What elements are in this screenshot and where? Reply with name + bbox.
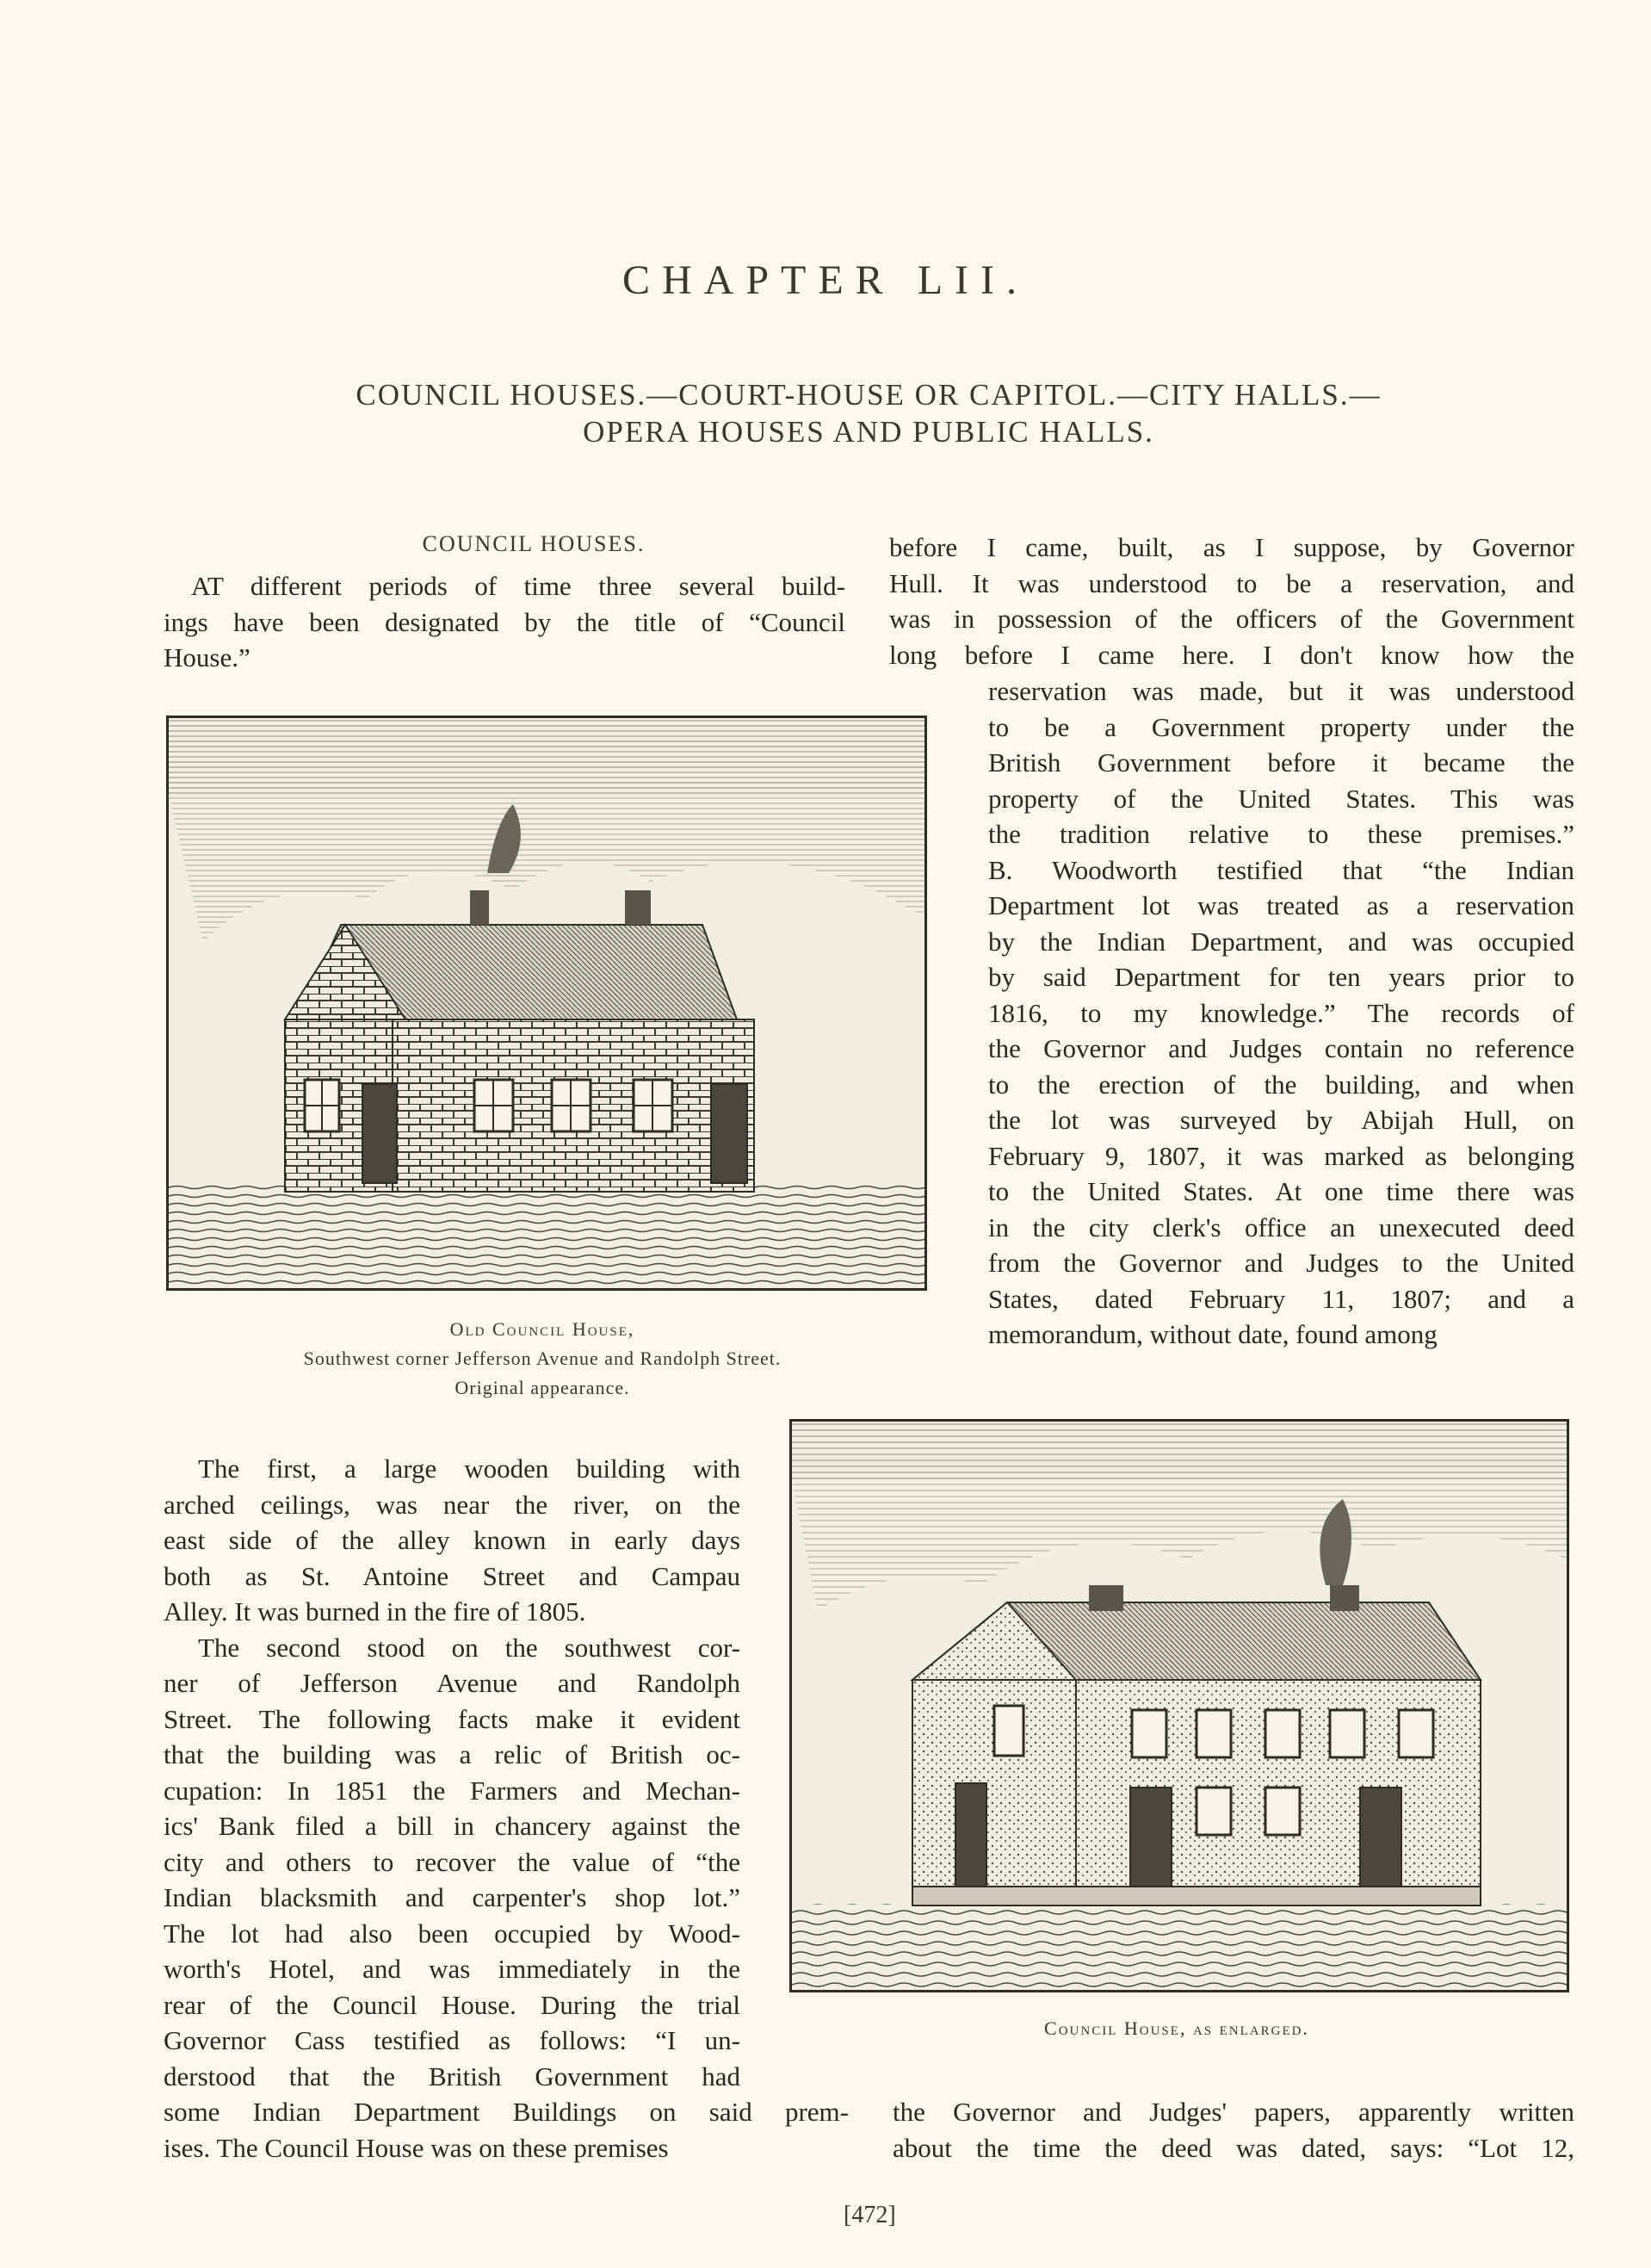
wrap-line: British Government before it became the: [988, 747, 1574, 778]
wrap-line: B. Woodworth testified that “the Indian: [988, 854, 1574, 885]
right-line: long before I came here. I don't know how the: [889, 639, 1574, 670]
left-line: The second stood on the southwest cor-: [198, 1632, 740, 1663]
bottom-left-text: [164, 2094, 849, 2166]
left-line: The lot had also been occupied by Wood-: [164, 1918, 740, 1949]
left-line: arched ceilings, was near the river, on the: [164, 1489, 740, 1520]
wrap-line: to be a Government property under the: [988, 711, 1574, 742]
left-line: rear of the Council House. During the trial: [164, 1989, 740, 2020]
right-column-top: [889, 530, 1574, 672]
chapter-title: CHAPTER LII.: [622, 257, 1029, 303]
left-line: derstood that the British Government had: [164, 2060, 740, 2091]
wrap-line: to the United States. At one time there was: [988, 1176, 1574, 1206]
left-line: east side of the alley known in early days: [164, 1525, 740, 1555]
figure1-caption-title: Old Council House,: [449, 1318, 635, 1340]
wrap-line: reservation was made, but it was understood: [988, 676, 1574, 706]
wrap-line: memorandum, without date, found among: [988, 1319, 1438, 1349]
section-heading: COUNCIL HOUSES.: [422, 531, 646, 556]
figure1-caption-location: Southwest corner Jefferson Avenue and Randolph Street.: [303, 1348, 782, 1369]
figure1-caption: [164, 1315, 921, 1403]
bottom-right-line: the Governor and Judges' papers, apparently written: [893, 2097, 1574, 2127]
left-line: ner of Jefferson Avenue and Randolph: [164, 1668, 740, 1698]
wrap-line: from the Governor and Judges to the United: [988, 1248, 1574, 1278]
bottom-left-line: ises. The Council House was on these premises: [164, 2132, 669, 2163]
intro-line: AT different periods of time three several build-: [191, 571, 845, 601]
wrap-line: in the city clerk's office an unexecuted deed: [988, 1211, 1574, 1242]
wrap-line: the tradition relative to these premises.”: [988, 819, 1574, 849]
right-line: before I came, built, as I suppose, by Governor: [889, 532, 1574, 562]
wrap-line: by the Indian Department, and was occupied: [988, 926, 1574, 957]
intro-line: ings have been designated by the title of “Council: [164, 606, 845, 637]
subtitle-line-1: COUNCIL HOUSES.—COURT-HOUSE OR CAPITOL.—CITY HALLS.—: [356, 378, 1382, 412]
page-number: [472]: [844, 2202, 896, 2228]
wrap-line: by said Department for ten years prior to: [988, 962, 1574, 992]
wrap-line: February 9, 1807, it was marked as belonging: [988, 1140, 1574, 1171]
wrap-line: the Governor and Judges contain no reference: [988, 1033, 1574, 1063]
right-line: was in possession of the officers of the Government: [889, 604, 1574, 634]
wrap-line: the lot was surveyed by Abijah Hull, on: [988, 1105, 1574, 1135]
left-line: both as St. Antoine Street and Campau: [164, 1560, 740, 1591]
left-line: The first, a large wooden building with: [198, 1453, 740, 1484]
wrap-line: property of the United States. This was: [988, 783, 1574, 814]
left-line: city and others to recover the value of “the: [164, 1846, 740, 1877]
left-line: worth's Hotel, and was immediately in the: [164, 1954, 740, 1984]
left-line: that the building was a relic of British oc-: [164, 1739, 740, 1769]
left-line: Alley. It was burned in the fire of 1805.: [164, 1596, 586, 1627]
intro-paragraph: [164, 568, 845, 676]
right-column-wrap: [988, 673, 1574, 1353]
left-line: cupation: In 1851 the Farmers and Mechan-: [164, 1775, 740, 1806]
bottom-left-line: some Indian Department Buildings on said prem-: [164, 2097, 849, 2127]
intro-line: House.”: [164, 642, 250, 672]
wrap-line: 1816, to my knowledge.” The records of: [988, 997, 1574, 1028]
council-house-enlarged-engraving: [789, 1419, 1569, 1992]
figure1-caption-note: Original appearance.: [454, 1377, 630, 1398]
wrap-line: Department lot was treated as a reservation: [988, 890, 1574, 920]
chapter-subtitle: [172, 376, 1565, 450]
figure2-caption: [789, 2014, 1564, 2043]
left-line: ics' Bank filed a bill in chancery against the: [164, 1811, 740, 1841]
old-council-house-engraving: [166, 716, 927, 1291]
left-column-bottom: [164, 1451, 740, 2094]
right-line: Hull. It was understood to be a reservation, and: [889, 567, 1574, 598]
council-house-enlarged-illustration: [792, 1422, 1567, 1990]
old-council-house-illustration: [169, 718, 924, 1288]
left-line: Indian blacksmith and carpenter's shop lot.”: [164, 1882, 740, 1912]
bottom-right-line: about the time the deed was dated, says: “Lot 12,: [893, 2132, 1574, 2163]
wrap-line: States, dated February 11, 1807; and a: [988, 1283, 1574, 1314]
figure2-caption-title: Council House, as enlarged.: [1044, 2017, 1309, 2039]
wrap-line: to the erection of the building, and when: [988, 1069, 1574, 1100]
left-line: Street. The following facts make it evident: [164, 1703, 740, 1734]
subtitle-line-2: OPERA HOUSES AND PUBLIC HALLS.: [583, 415, 1154, 449]
bottom-right-text: [893, 2094, 1574, 2166]
left-line: Governor Cass testified as follows: “I un-: [164, 2025, 740, 2055]
